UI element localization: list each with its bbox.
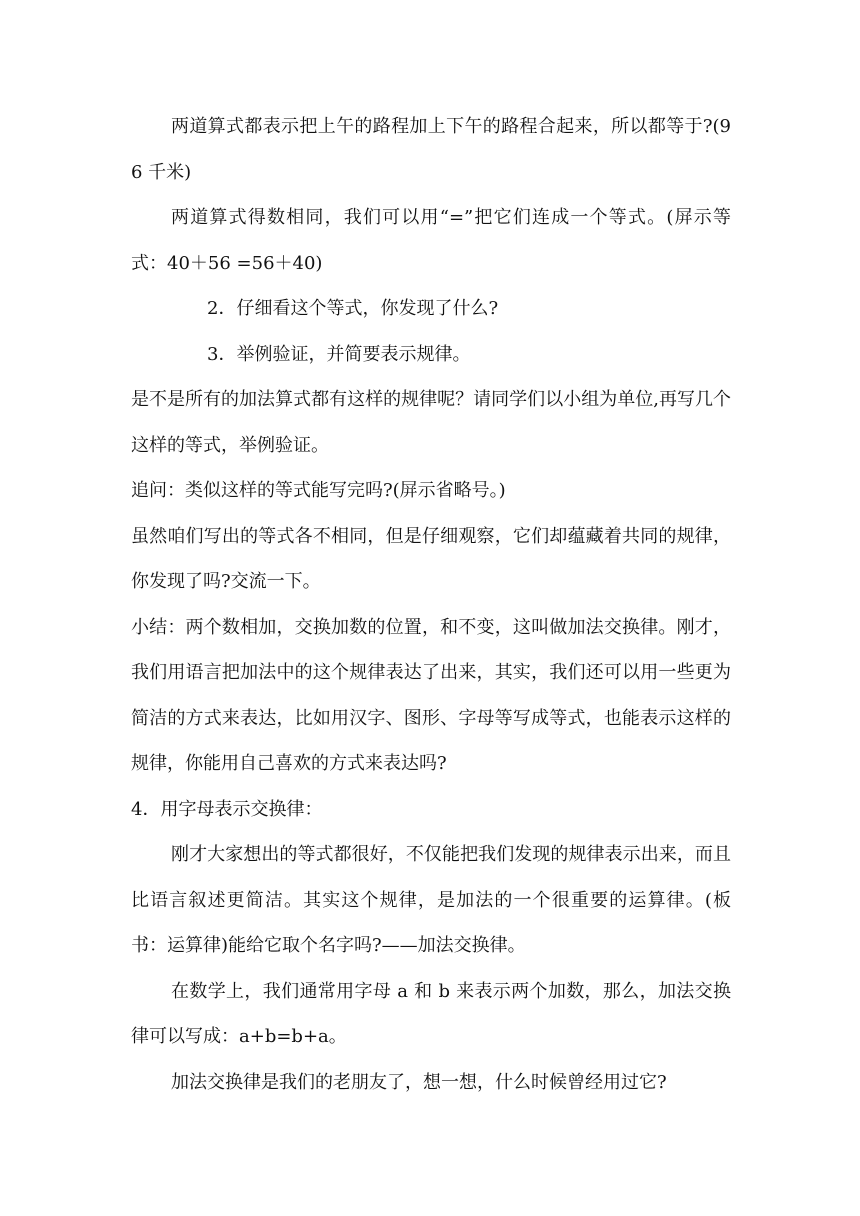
paragraph-step-2: 2．仔细看这个等式，你发现了什么? <box>207 298 499 319</box>
paragraph-equation: 两道算式得数相同，我们可以用“=”把它们连成一个等式。(屏示等式：40＋56 =56＋40) <box>131 207 731 274</box>
document-page <box>131 104 731 1105</box>
paragraph-question: 是不是所有的加法算式都有这样的规律呢？请同学们以小组为单位,再写几个这样的等式，举例验证。 <box>131 389 731 456</box>
paragraph-summary: 小结：两个数相加，交换加数的位置，和不变，这叫做加法交换律。刚才，我们用语言把加法中的这个规律表达了出来，其实，我们还可以用一些更为简洁的方式来表达，比如用汉字、图形、字母等写成等式，也能表示这样的规律，你能用自己喜欢的方式来表达吗? <box>131 616 731 774</box>
paragraph-closing: 加法交换律是我们的老朋友了，想一想，什么时候曾经用过它? <box>171 1071 667 1093</box>
paragraph-step-4: 4．用字母表示交换律： <box>131 798 323 820</box>
paragraph-route-sum: 两道算式都表示把上午的路程加上下午的路程合起来，所以都等于?(96 千米) <box>131 116 731 183</box>
paragraph-observation: 虽然咱们写出的等式各不相同，但是仔细观察，它们却蕴藏着共同的规律，你发现了吗?交流一下。 <box>131 525 731 592</box>
paragraph-letters: 在数学上，我们通常用字母 a 和 b 来表示两个加数，那么，加法交换律可以写成：a+b=b+a。 <box>131 980 731 1047</box>
paragraph-naming: 刚才大家想出的等式都很好，不仅能把我们发现的规律表示出来，而且比语言叙述更简洁。其实这个规律，是加法的一个很重要的运算律。(板书：运算律)能给它取个名字吗?——加法交换律。 <box>131 844 731 956</box>
paragraph-follow-up: 追问：类似这样的等式能写完吗?(屏示省略号。) <box>131 480 506 501</box>
paragraph-step-3: 3．举例验证，并简要表示规律。 <box>207 343 471 365</box>
